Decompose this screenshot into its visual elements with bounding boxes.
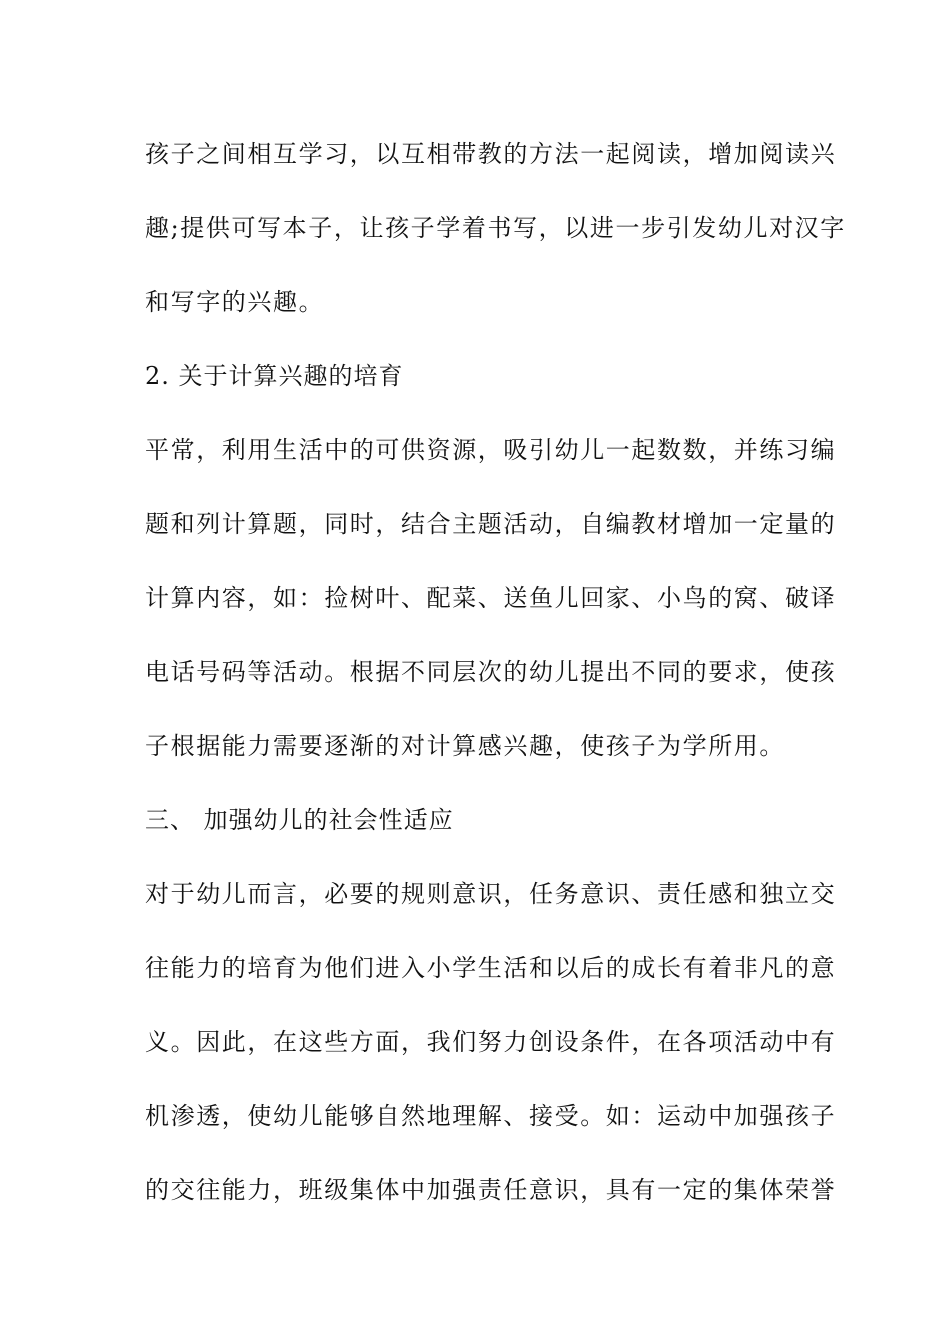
paragraph-line: 孩子之间相互学习，以互相带教的方法一起阅读，增加阅读兴	[145, 140, 837, 168]
paragraph-line: 机渗透，使幼儿能够自然地理解、接受。如：运动中加强孩子	[145, 1102, 837, 1130]
paragraph-line: 题和列计算题，同时，结合主题活动，自编教材增加一定量的	[145, 510, 837, 538]
paragraph-line: 子根据能力需要逐渐的对计算感兴趣，使孩子为学所用。	[145, 732, 785, 760]
paragraph-line: 计算内容，如：捡树叶、配菜、送鱼儿回家、小鸟的窝、破译	[145, 584, 837, 612]
paragraph-line: 电话号码等活动。根据不同层次的幼儿提出不同的要求，使孩	[145, 658, 837, 686]
paragraph-line: 和写字的兴趣。	[145, 288, 325, 316]
section-heading: 2. 关于计算兴趣的培育	[145, 362, 404, 390]
paragraph-line: 往能力的培育为他们进入小学生活和以后的成长有着非凡的意	[145, 954, 837, 982]
paragraph-line: 义。因此，在这些方面，我们努力创设条件，在各项活动中有	[145, 1028, 837, 1056]
paragraph-line: 平常，利用生活中的可供资源，吸引幼儿一起数数，并练习编	[145, 436, 837, 464]
paragraph-line: 的交往能力，班级集体中加强责任意识，具有一定的集体荣誉	[145, 1176, 837, 1204]
paragraph-line: 对于幼儿而言，必要的规则意识，任务意识、责任感和独立交	[145, 880, 837, 908]
paragraph-line: 趣;提供可写本子，让孩子学着书写，以进一步引发幼儿对汉字	[145, 214, 846, 242]
section-heading: 三、 加强幼儿的社会性适应	[145, 806, 454, 834]
